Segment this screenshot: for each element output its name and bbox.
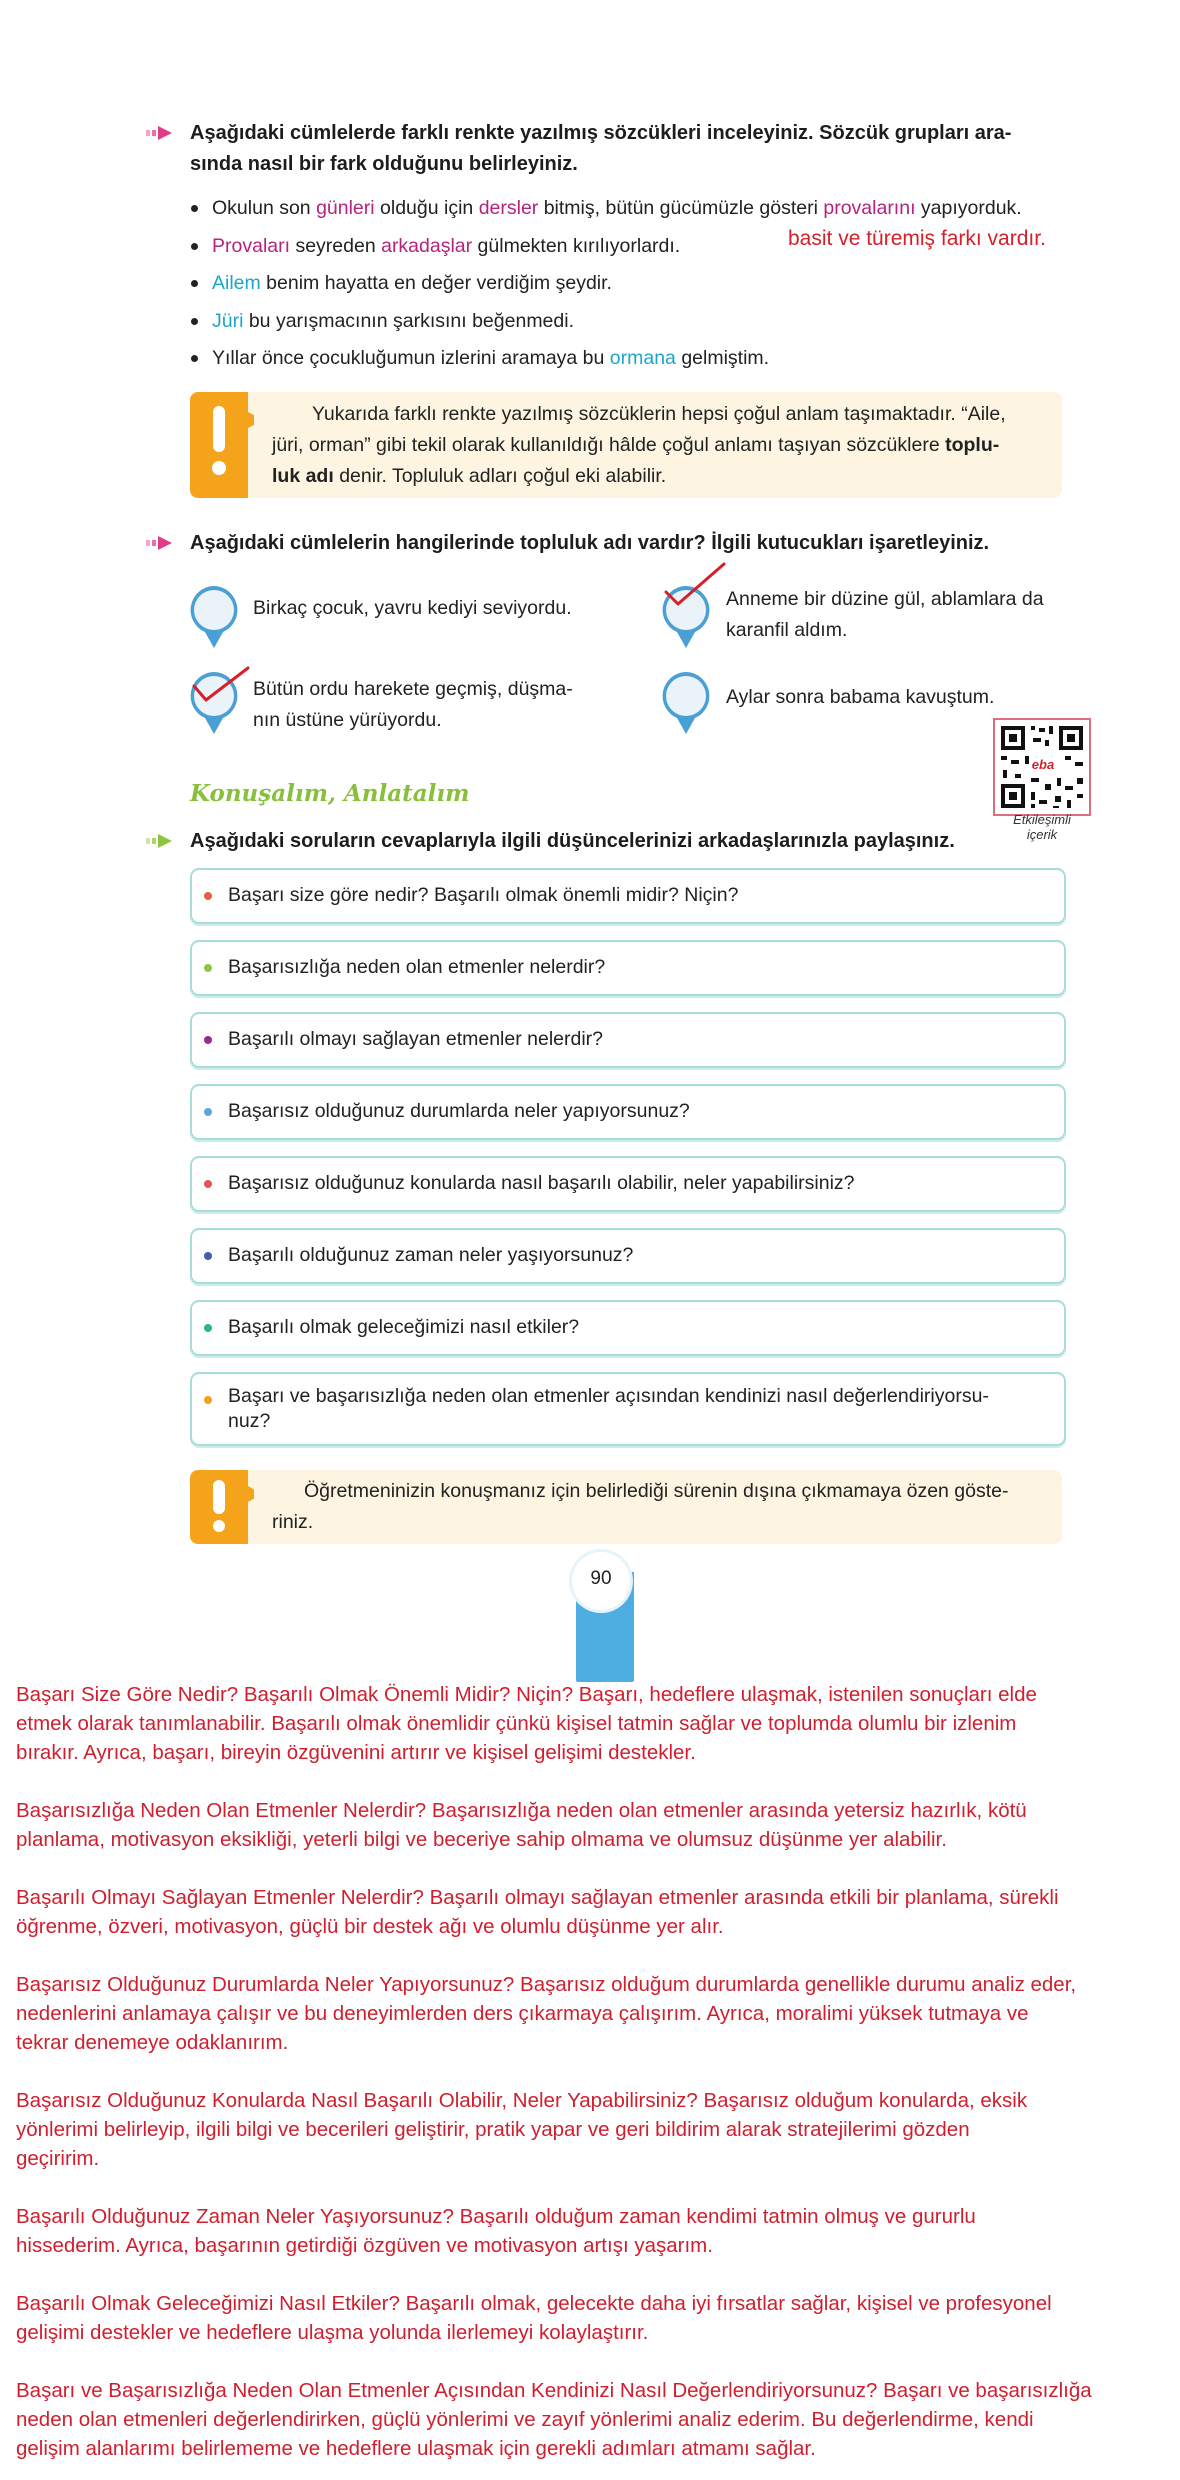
question-box [190, 1372, 1066, 1446]
list-item: Ailem benim hayatta en değer verdiğim şeydir. [190, 265, 1090, 303]
question-box [190, 1156, 1066, 1212]
answer-paragraph: Başarısızlığa Neden Olan Etmenler Nelerdir? Başarısızlığa neden olan etmenler arasında yetersiz hazırlık, kötü planlama, motivasyon eksikliği, yeterli bilgi ve beceriye sahip olmama ve olumsuz düşünme yer alabilir. [16, 1799, 1027, 1851]
checkmark-icon [190, 662, 254, 712]
bullet-dot [204, 892, 212, 900]
list-item: Jüri bu yarışmacının şarkısını beğenmedi. [190, 303, 1090, 341]
bullet-dot [204, 1180, 212, 1188]
answer-paragraph: Başarılı Olmayı Sağlayan Etmenler Nelerdir? Başarılı olmayı sağlayan etmenler arasında etkili bir planlama, sürekli öğrenme, özveri, motivasyon, güçlü bir destek ağı ve olumlu düşünme yer alır. [16, 1886, 1059, 1938]
option-checkbox-1[interactable] [184, 582, 244, 652]
bullet-dot [204, 1108, 212, 1116]
question-text: Başarısızlığa neden olan etmenler nelerdir? [228, 956, 606, 978]
list-item: Okulun son günleri olduğu için dersler bitmiş, bütün gücümüzle gösteri provalarını yapıyorduk. [190, 190, 1090, 228]
bullet-dot [204, 1324, 212, 1332]
question-box [190, 1012, 1066, 1068]
list-item: Provaları seyreden arkadaşlar gülmekten kırılıyorlardı. [190, 228, 1090, 266]
answer-paragraph: Başarı ve Başarısızlığa Neden Olan Etmenler Açısından Kendinizi Nasıl Değerlendiriyorsunuz? Başarı ve başarısızlığa neden olan etmenleri değerlendirirken, güçlü yönlerimi ve zayıf yönlerimi analiz ederim. Bu değerlendirme, kendi gelişim alanlarımı belirlememe ve hedeflere ulaşmak için gerekli adımları atmamı sağlar. [16, 2379, 1092, 2460]
exercise1-instruction: Aşağıdaki cümlelerde farklı renkte yazılmış sözcükleri inceleyiniz. Sözcük grupları ara- sında nasıl bir fark olduğunu belirleyiniz. [190, 122, 1012, 175]
answer-paragraph: Başarılı Olmak Geleceğimizi Nasıl Etkiler? Başarılı olmak, gelecekte daha iyi fırsatlar sağlar, kişisel ve profesyonel gelişimi destekler ve hedeflere ulaşma yolunda ilerlemeyi kolaylaştırır. [16, 2292, 1052, 2344]
bullet-dot [204, 964, 212, 972]
list-item: Yıllar önce çocukluğumun izlerini aramaya bu ormana gelmiştim. [190, 340, 1090, 378]
question-text: Başarılı olmak geleceğimizi nasıl etkiler? [228, 1316, 580, 1338]
exercise2-instruction: Aşağıdaki cümlelerin hangilerinde topluluk adı vardır? İlgili kutucukları işaretleyiniz. [190, 532, 990, 554]
question-text: Başarı ve başarısızlığa neden olan etmenler açısından kendinizi nasıl değerlendiriyorsu- nuz? [228, 1385, 989, 1432]
eba-badge: eba [1031, 757, 1055, 772]
answer-paragraph: Başarı Size Göre Nedir? Başarılı Olmak Önemli Midir? Niçin? Başarı, hedeflere ulaşmak, istenilen sonuçları elde etmek olarak tanımlanabilir. Başarılı olmak önemlidir çünkü kişisel tatmin sağlar ve toplumda olumlu bir izlenim bırakır. Ayrıca, başarı, bireyin özgüvenini artırır ve kişisel gelişimi destekler. [16, 1683, 1037, 1764]
option-text-3: Bütün ordu harekete geçmiş, düşma- nın üstüne yürüyordu. [253, 678, 573, 731]
question-box [190, 1228, 1066, 1284]
bullet-dot [204, 1396, 212, 1404]
example-sentence-list [190, 190, 1090, 378]
checkmark-icon [662, 560, 732, 620]
answer-paragraph: Başarısız Olduğunuz Durumlarda Neler Yapıyorsunuz? Başarısız olduğum durumlarda genellikle durumu analiz eder, nedenlerini anlamaya çalışır ve bu deneyimlerden ders çıkarmaya çalışırım. Ayrıca, moralimi yüksek tutmaya ve tekrar denemeye odaklanırım. [16, 1973, 1077, 2054]
question-text: Başarılı olduğunuz zaman neler yaşıyorsunuz? [228, 1244, 634, 1266]
bullet-dot [204, 1036, 212, 1044]
pink-arrow-icon [146, 536, 172, 550]
qr-code[interactable] [993, 718, 1091, 816]
note-text: Öğretmeninizin konuşmanız için belirlediği sürenin dışına çıkmamaya özen göste- riniz. [272, 1480, 1009, 1533]
option-text-2: Anneme bir düzine gül, ablamlara da karanfil aldım. [726, 588, 1044, 641]
exclamation-icon [190, 392, 248, 498]
info-note-box [190, 392, 1062, 498]
page-number: 90 [572, 1552, 630, 1610]
question-text: Başarısız olduğunuz durumlarda neler yapıyorsunuz? [228, 1100, 690, 1122]
question-box [190, 940, 1066, 996]
question-text: Başarı size göre nedir? Başarılı olmak önemli midir? Niçin? [228, 884, 739, 906]
exclamation-icon [190, 1470, 248, 1544]
qr-caption: Etkileşimli içerik [1013, 812, 1071, 842]
section-title: Konuşalım, Anlatalım [190, 780, 470, 807]
pink-arrow-icon [146, 126, 172, 140]
option-checkbox-4[interactable] [656, 668, 716, 738]
question-box [190, 1084, 1066, 1140]
green-arrow-icon [146, 834, 172, 848]
answer-paragraph: Başarısız Olduğunuz Konularda Nasıl Başarılı Olabilir, Neler Yapabilirsiniz? Başarısız olduğum konularda, eksik yönlerimi belirleyip, ilgili bilgi ve becerileri geliştirir, pratik yapar ve geri bildirim alarak stratejilerimi gözden geçiririm. [16, 2089, 1028, 2170]
handwritten-answer: basit ve türemiş farkı vardır. [788, 227, 1046, 250]
bullet-dot [204, 1252, 212, 1260]
answer-paragraph: Başarılı Olduğunuz Zaman Neler Yaşıyorsunuz? Başarılı olduğum zaman kendimi tatmin olmuş ve gururlu hissederim. Ayrıca, başarının getirdiği özgüven ve motivasyon artışı yaşarım. [16, 2205, 976, 2257]
question-box [190, 868, 1066, 924]
note-text: Yukarıda farklı renkte yazılmış sözcüklerin hepsi çoğul anlam taşımaktadır. “Aile, jüri, orman” gibi tekil olarak kullanıldığı hâlde çoğul anlamı taşıyan sözcüklere toplu- luk adı denir. Topluluk adları çoğul eki alabilir. [272, 403, 1006, 487]
option-text-4: Aylar sonra babama kavuştum. [726, 686, 995, 708]
question-box [190, 1300, 1066, 1356]
info-note-box [190, 1470, 1062, 1544]
speaking-instruction: Aşağıdaki soruların cevaplarıyla ilgili düşüncelerinizi arkadaşlarınızla paylaşınız. [190, 830, 955, 852]
option-text-1: Birkaç çocuk, yavru kediyi seviyordu. [253, 597, 572, 619]
question-text: Başarılı olmayı sağlayan etmenler nelerdir? [228, 1028, 604, 1050]
question-text: Başarısız olduğunuz konularda nasıl başarılı olabilir, neler yapabilirsiniz? [228, 1172, 855, 1194]
